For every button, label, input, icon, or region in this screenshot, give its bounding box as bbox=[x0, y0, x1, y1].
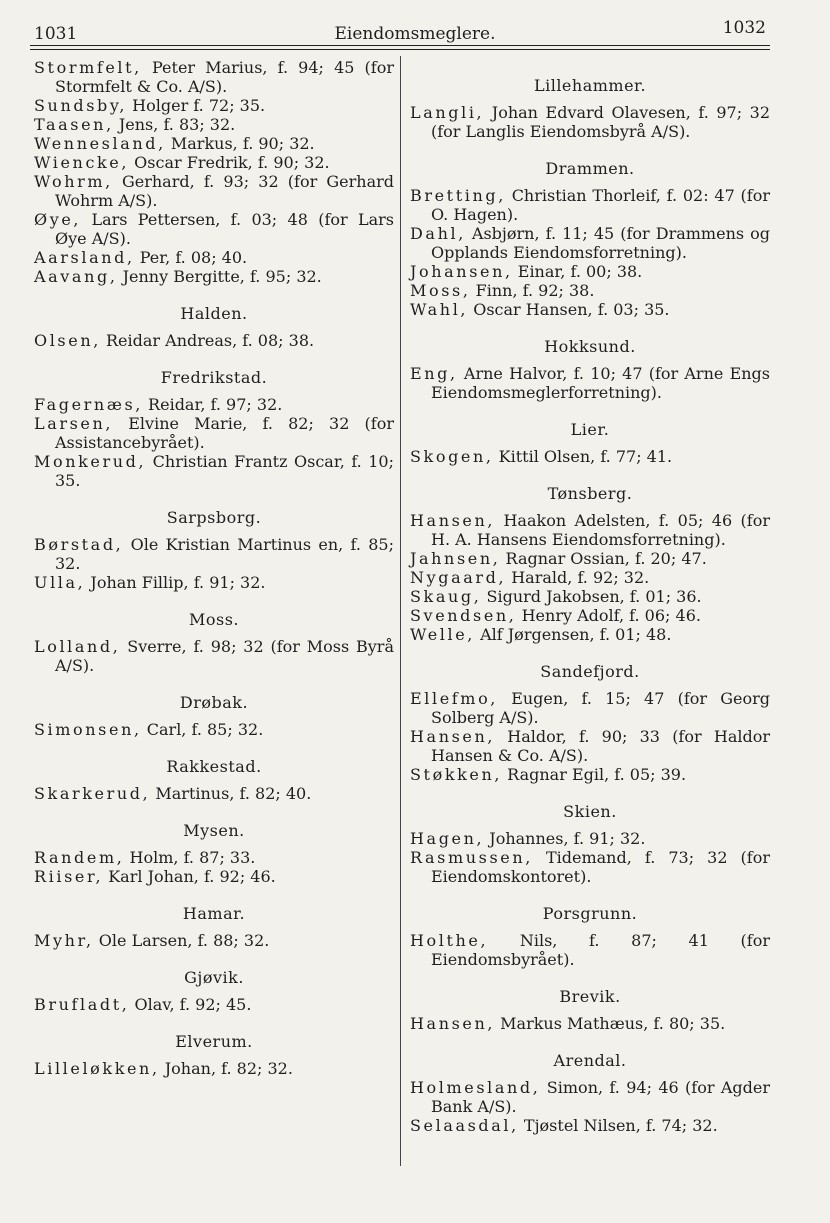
directory-entry bbox=[34, 58, 394, 96]
directory-entry bbox=[34, 153, 394, 172]
entry-details: Johannes, f. 91; 32. bbox=[484, 829, 646, 848]
directory-entry bbox=[34, 573, 394, 592]
directory-entry bbox=[34, 267, 394, 286]
section-title: Sarpsborg. bbox=[166, 508, 262, 527]
section-title: Halden. bbox=[180, 304, 248, 323]
section-title: Hamar. bbox=[182, 904, 246, 923]
directory-entry bbox=[34, 395, 394, 414]
entry-details: Gerhard, f. 93; 32 (for Gerhard Wohrm A/S). bbox=[55, 172, 394, 210]
entry-details: Holger f. 72; 35. bbox=[127, 96, 266, 115]
entry-surname: Larsen, bbox=[34, 414, 114, 433]
directory-entry bbox=[34, 96, 394, 115]
entry-surname: Hagen, bbox=[410, 829, 485, 848]
directory-entry bbox=[34, 134, 394, 153]
entry-surname: Lilleløkken, bbox=[34, 1059, 160, 1078]
entry-surname: Welle, bbox=[410, 625, 475, 644]
section-title: Lier. bbox=[570, 420, 610, 439]
directory-entry bbox=[34, 867, 394, 886]
entry-surname: Holthe, bbox=[410, 931, 489, 950]
directory-entry bbox=[410, 186, 770, 224]
section-title: Elverum. bbox=[175, 1032, 253, 1051]
entry-details: Tidemand, f. 73; 32 (for Eiendomskontoret). bbox=[431, 848, 770, 886]
entry-details: Simon, f. 94; 46 (for Agder Bank A/S). bbox=[431, 1078, 770, 1116]
entry-details: Alf Jørgensen, f. 01; 48. bbox=[475, 625, 672, 644]
entry-details: Eugen, f. 15; 47 (for Georg Solberg A/S). bbox=[431, 689, 770, 727]
directory-entry bbox=[410, 364, 770, 402]
entry-surname: Bretting, bbox=[410, 186, 506, 205]
entry-details: Oscar Hansen, f. 03; 35. bbox=[468, 300, 670, 319]
directory-entry bbox=[410, 625, 770, 644]
entry-details: Ragnar Egil, f. 05; 39. bbox=[502, 765, 687, 784]
section-title: Hokksund. bbox=[544, 337, 636, 356]
directory-entry bbox=[410, 224, 770, 262]
entry-details: Jenny Bergitte, f. 95; 32. bbox=[117, 267, 322, 286]
entry-details: Arne Halvor, f. 10; 47 (for Arne Engs Eiendomsmeglerforretning). bbox=[431, 364, 770, 402]
entry-details: Peter Marius, f. 94; 45 (for Stormfelt & Co. A/S). bbox=[55, 58, 394, 96]
directory-entry bbox=[410, 262, 770, 281]
entry-details: Oscar Fredrik, f. 90; 32. bbox=[129, 153, 330, 172]
section-title: Lillehammer. bbox=[533, 76, 647, 95]
directory-entry bbox=[34, 995, 394, 1014]
entry-surname: Wohrm, bbox=[34, 172, 113, 191]
directory-entry bbox=[34, 248, 394, 267]
entry-surname: Simonsen, bbox=[34, 720, 142, 739]
directory-entry bbox=[34, 331, 394, 350]
directory-entry bbox=[410, 931, 770, 969]
directory-entry bbox=[410, 300, 770, 319]
directory-entry bbox=[410, 689, 770, 727]
entry-surname: Wiencke, bbox=[34, 153, 130, 172]
section-title: Arendal. bbox=[553, 1051, 627, 1070]
entry-details: Christian Thorleif, f. 02: 47 (for O. Hagen). bbox=[431, 186, 770, 224]
page-number-right: 1032 bbox=[722, 18, 766, 38]
entry-surname: Svendsen, bbox=[410, 606, 517, 625]
entry-surname: Aavang, bbox=[34, 267, 118, 286]
header-rule bbox=[30, 45, 770, 46]
entry-details: Sverre, f. 98; 32 (for Moss Byrå A/S). bbox=[55, 637, 394, 675]
entry-details: Haakon Adelsten, f. 05; 46 (for H. A. Hansens Eiendomsforretning). bbox=[431, 511, 770, 549]
entry-surname: Olsen, bbox=[34, 331, 101, 350]
entry-details: Tjøstel Nilsen, f. 74; 32. bbox=[518, 1116, 718, 1135]
section-title: Fredrikstad. bbox=[160, 368, 268, 387]
entry-surname: Eng, bbox=[410, 364, 458, 383]
section-title: Drøbak. bbox=[179, 693, 249, 712]
entry-surname: Stormfelt, bbox=[34, 58, 142, 77]
entry-surname: Langli, bbox=[410, 103, 485, 122]
entry-surname: Taasen, bbox=[34, 115, 114, 134]
directory-entry bbox=[410, 606, 770, 625]
section-title: Mysen. bbox=[183, 821, 245, 840]
entry-surname: Nygaard, bbox=[410, 568, 507, 587]
entry-details: Haldor, f. 90; 33 (for Haldor Hansen & Co. A/S). bbox=[431, 727, 770, 765]
entry-surname: Selaasdal, bbox=[410, 1116, 519, 1135]
section-title: Drammen. bbox=[545, 159, 635, 178]
entry-surname: Børstad, bbox=[34, 535, 124, 554]
entry-details: Harald, f. 92; 32. bbox=[506, 568, 650, 587]
entry-surname: Hansen, bbox=[410, 511, 496, 530]
directory-entry bbox=[410, 848, 770, 886]
entry-surname: Brufladt, bbox=[34, 995, 130, 1014]
directory-entry bbox=[34, 931, 394, 950]
entry-surname: Wennesland, bbox=[34, 134, 166, 153]
directory-entry bbox=[410, 568, 770, 587]
entry-surname: Monkerud, bbox=[34, 452, 147, 471]
entry-details: Nils, f. 87; 41 (for Eiendomsbyrået). bbox=[431, 931, 770, 969]
section-title: Moss. bbox=[188, 610, 240, 629]
directory-entry bbox=[34, 452, 394, 490]
column-divider bbox=[400, 56, 401, 1166]
entry-surname: Skarkerud, bbox=[34, 784, 151, 803]
entry-surname: Hansen, bbox=[410, 727, 496, 746]
directory-entry bbox=[34, 414, 394, 452]
section-title: Tønsberg. bbox=[547, 484, 633, 503]
directory-entry bbox=[34, 210, 394, 248]
section-title: Skien. bbox=[563, 802, 617, 821]
entry-details: Ole Larsen, f. 88; 32. bbox=[93, 931, 270, 950]
entry-surname: Fagernæs, bbox=[34, 395, 143, 414]
left-column bbox=[34, 58, 394, 1078]
page-title: Eiendomsmeglere. bbox=[334, 24, 496, 44]
entry-details: Sigurd Jakobsen, f. 01; 36. bbox=[481, 587, 702, 606]
directory-entry bbox=[410, 447, 770, 466]
entry-details: Henry Adolf, f. 06; 46. bbox=[516, 606, 701, 625]
entry-surname: Ellefmo, bbox=[410, 689, 498, 708]
directory-entry bbox=[410, 1116, 770, 1135]
entry-details: Reidar, f. 97; 32. bbox=[142, 395, 283, 414]
entry-details: Lars Pettersen, f. 03; 48 (for Lars Øye A/S). bbox=[55, 210, 394, 248]
directory-entry bbox=[34, 115, 394, 134]
entry-surname: Øye, bbox=[34, 210, 82, 229]
entry-details: Christian Frantz Oscar, f. 10; 35. bbox=[55, 452, 394, 490]
entry-surname: Aarsland, bbox=[34, 248, 135, 267]
directory-entry bbox=[34, 720, 394, 739]
entry-surname: Støkken, bbox=[410, 765, 503, 784]
entry-details: Kittil Olsen, f. 77; 41. bbox=[493, 447, 673, 466]
entry-details: Einar, f. 00; 38. bbox=[512, 262, 643, 281]
entry-surname: Randem, bbox=[34, 848, 125, 867]
directory-entry bbox=[410, 1078, 770, 1116]
entry-surname: Moss, bbox=[410, 281, 471, 300]
section-title: Sandefjord. bbox=[540, 662, 640, 681]
section-title: Rakkestad. bbox=[166, 757, 262, 776]
header-rule-thin bbox=[30, 49, 770, 50]
directory-entry bbox=[34, 848, 394, 867]
entry-surname: Rasmussen, bbox=[410, 848, 533, 867]
entry-details: Finn, f. 92; 38. bbox=[470, 281, 595, 300]
entry-details: Markus, f. 90; 32. bbox=[165, 134, 315, 153]
entry-details: Johan Edvard Olavesen, f. 97; 32 (for Langlis Eiendomsbyrå A/S). bbox=[431, 103, 770, 141]
entry-details: Reidar Andreas, f. 08; 38. bbox=[100, 331, 315, 350]
entry-details: Martinus, f. 82; 40. bbox=[150, 784, 312, 803]
entry-details: Ragnar Ossian, f. 20; 47. bbox=[500, 549, 707, 568]
entry-details: Asbjørn, f. 11; 45 (for Drammens og Opplands Eiendomsforretning). bbox=[431, 224, 770, 262]
entry-surname: Lolland, bbox=[34, 637, 121, 656]
entry-surname: Wahl, bbox=[410, 300, 469, 319]
directory-entry bbox=[410, 549, 770, 568]
entry-details: Johan Fillip, f. 91; 32. bbox=[85, 573, 266, 592]
entry-surname: Sundsby, bbox=[34, 96, 128, 115]
entry-surname: Skogen, bbox=[410, 447, 494, 466]
entry-surname: Skaug, bbox=[410, 587, 482, 606]
entry-surname: Jahnsen, bbox=[410, 549, 501, 568]
directory-entry bbox=[410, 765, 770, 784]
entry-details: Olav, f. 92; 45. bbox=[129, 995, 252, 1014]
entry-surname: Hansen, bbox=[410, 1014, 496, 1033]
directory-entry bbox=[410, 587, 770, 606]
entry-details: Johan, f. 82; 32. bbox=[159, 1059, 293, 1078]
directory-entry bbox=[410, 1014, 770, 1033]
directory-entry bbox=[410, 103, 770, 141]
directory-entry bbox=[34, 784, 394, 803]
entry-details: Ole Kristian Martinus en, f. 85; 32. bbox=[55, 535, 394, 573]
entry-details: Elvine Marie, f. 82; 32 (for Assistancebyrået). bbox=[55, 414, 394, 452]
section-title: Gjøvik. bbox=[184, 968, 244, 987]
page-number-left: 1031 bbox=[34, 24, 78, 44]
entry-surname: Holmesland, bbox=[410, 1078, 541, 1097]
entry-surname: Johansen, bbox=[410, 262, 513, 281]
entry-surname: Ulla, bbox=[34, 573, 86, 592]
entry-surname: Riiser, bbox=[34, 867, 104, 886]
directory-entry bbox=[34, 172, 394, 210]
directory-entry bbox=[410, 727, 770, 765]
entry-details: Karl Johan, f. 92; 46. bbox=[103, 867, 276, 886]
right-column bbox=[410, 58, 770, 1135]
entry-details: Carl, f. 85; 32. bbox=[141, 720, 264, 739]
directory-entry bbox=[34, 1059, 394, 1078]
section-title: Porsgrunn. bbox=[542, 904, 638, 923]
directory-entry bbox=[34, 535, 394, 573]
entry-details: Jens, f. 83; 32. bbox=[113, 115, 236, 134]
entry-surname: Myhr, bbox=[34, 931, 94, 950]
directory-entry bbox=[34, 637, 394, 675]
section-title: Brevik. bbox=[559, 987, 621, 1006]
entry-surname: Dahl, bbox=[410, 224, 466, 243]
directory-entry bbox=[410, 281, 770, 300]
directory-entry bbox=[410, 511, 770, 549]
entry-details: Markus Mathæus, f. 80; 35. bbox=[495, 1014, 726, 1033]
entry-details: Per, f. 08; 40. bbox=[134, 248, 248, 267]
entry-details: Holm, f. 87; 33. bbox=[124, 848, 256, 867]
directory-entry bbox=[410, 829, 770, 848]
